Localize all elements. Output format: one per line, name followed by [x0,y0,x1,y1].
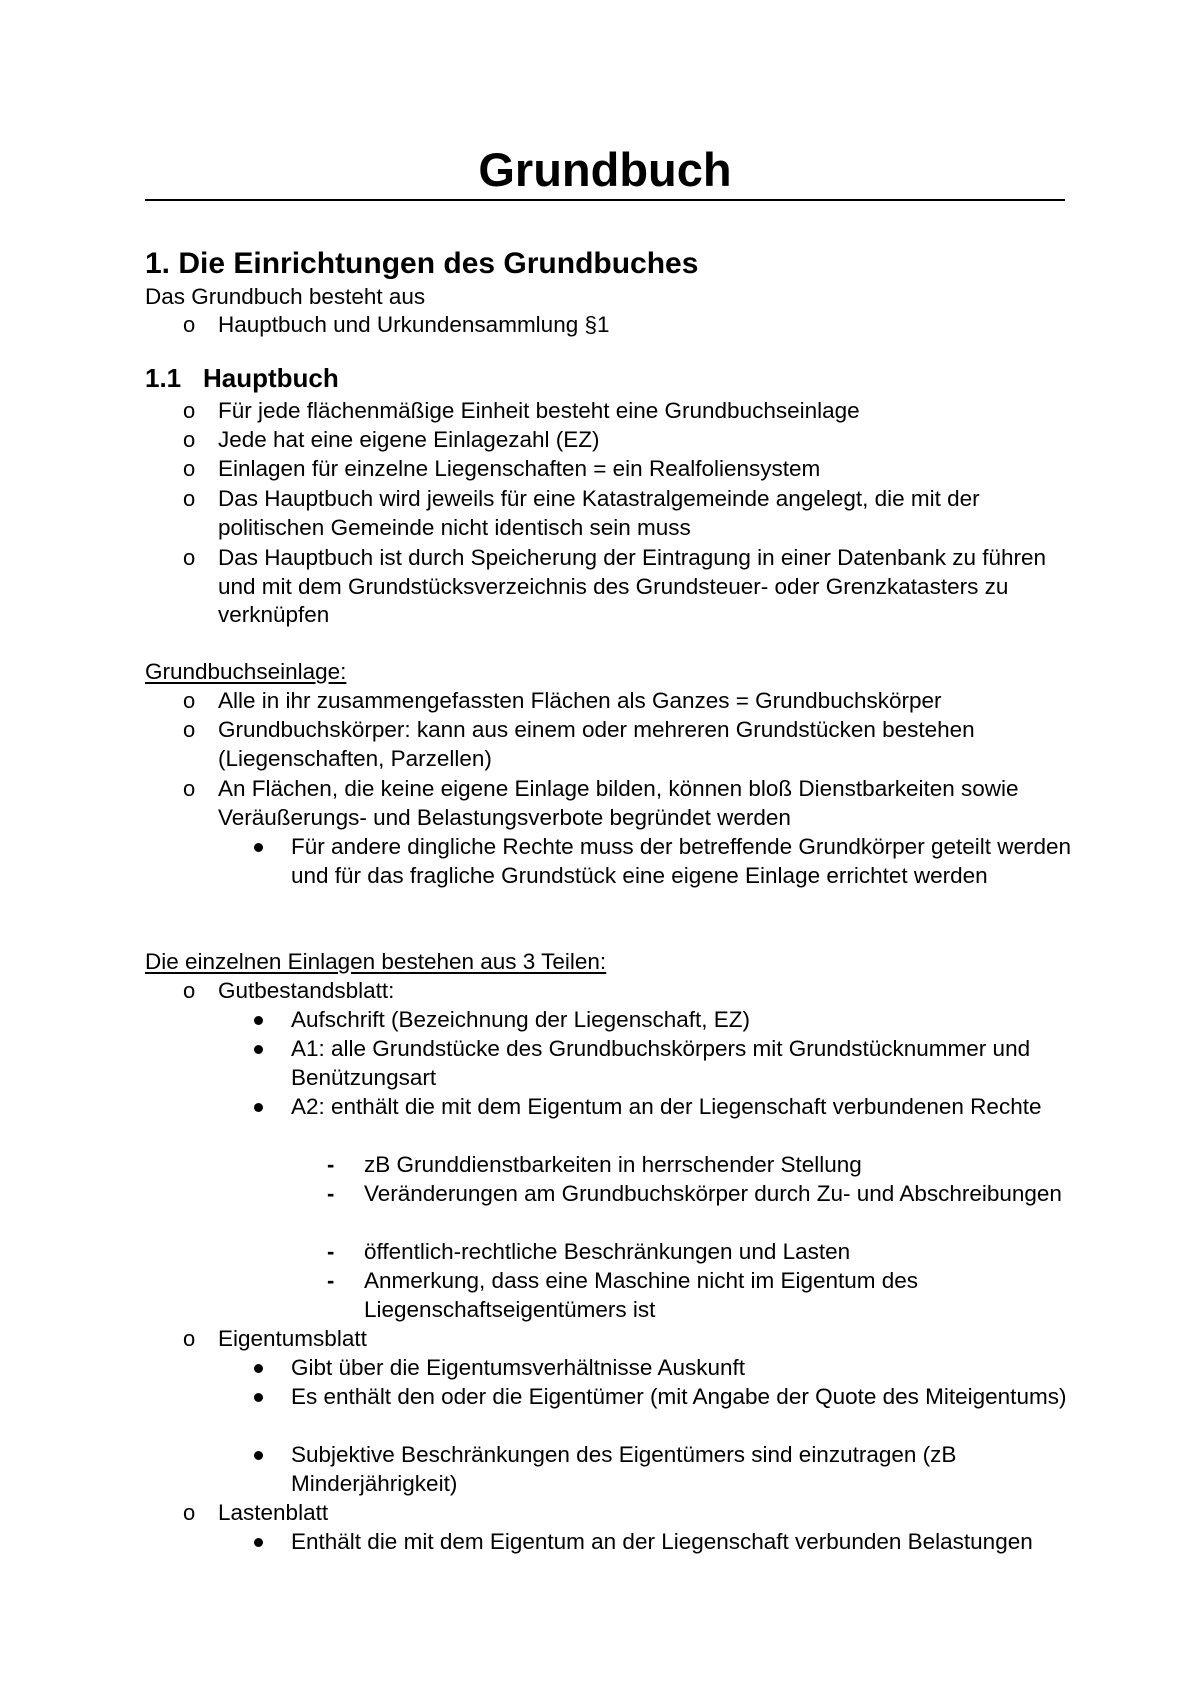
list-item: Es enthält den oder die Eigentümer (mit Angabe der Quote des Miteigentums) [291,1384,1067,1409]
bullet-dot [254,1103,263,1112]
list-item: Jede hat eine eigene Einlagezahl (EZ) [218,427,600,452]
bullet-dot [254,1451,263,1460]
eigentumsblatt-label: Eigentumsblatt [218,1326,367,1351]
bullet-dot [254,1538,263,1547]
section-1-intro: Das Grundbuch besteht aus [145,284,426,309]
list-marker: o [183,1500,196,1525]
list-marker: o [183,978,196,1003]
list-marker: o [183,717,196,742]
grundbuchseinlage-heading: Grundbuchseinlage: [145,659,347,684]
section-1-1-heading [145,362,339,394]
section-title: Hauptbuch [203,363,339,393]
list-item: Das Hauptbuch wird jeweils für eine Katastralgemeinde angelegt, die mit der politischen Gemeinde nicht identisch sein muss [218,486,980,540]
list-item: Aufschrift (Bezeichnung der Liegenschaft, EZ) [291,1007,750,1032]
document-title: Grundbuch [478,143,732,196]
list-item: Anmerkung, dass eine Maschine nicht im Eigentum des Liegenschaftseigentümers ist [364,1268,919,1322]
list-item: Subjektive Beschränkungen des Eigentümers sind einzutragen (zB Minderjährigkeit) [291,1442,957,1496]
list-item: zB Grunddienstbarkeiten in herrschender Stellung [364,1152,862,1177]
bullet-dot [254,1364,263,1373]
section-number: 1.1 [145,363,182,393]
list-item: A1: alle Grundstücke des Grundbuchskörpers mit Grundstücknummer und Benützungsart [291,1036,1031,1090]
list-marker: o [183,398,196,423]
list-item: Grundbuchskörper: kann aus einem oder mehreren Grundstücken bestehen (Liegenschaften, Parzellen) [218,717,975,771]
list-marker: o [183,545,196,570]
list-item: A2: enthält die mit dem Eigentum an der Liegenschaft verbundenen Rechte [291,1094,1042,1119]
lastenblatt-label: Lastenblatt [218,1500,329,1525]
list-item: Veränderungen am Grundbuchskörper durch Zu- und Abschreibungen [364,1181,1062,1206]
list-item: Einlagen für einzelne Liegenschaften = ein Realfoliensystem [218,456,821,481]
list-item: Gibt über die Eigentumsverhältnisse Auskunft [291,1355,745,1380]
list-marker: o [183,1326,196,1351]
list-item: An Flächen, die keine eigene Einlage bilden, können bloß Dienstbarkeiten sowie Veräußerungs- und Belastungsverbote begründet werden [218,776,1019,830]
einlagen-heading: Die einzelnen Einlagen bestehen aus 3 Teilen: [145,949,607,974]
dash-marker: - [327,1152,335,1177]
list-item: Enthält die mit dem Eigentum an der Liegenschaft verbunden Belastungen [291,1529,1033,1554]
list-item: Das Hauptbuch ist durch Speicherung der Eintragung in einer Datenbank zu führen und mit dem Grundstücksverzeichnis des Grundsteuer- oder Grenzkatasters zu verknüpfen [218,545,1047,627]
list-item: Für jede flächenmäßige Einheit besteht eine Grundbuchseinlage [218,398,860,423]
bullet-dot [254,843,263,852]
list-marker: o [183,776,196,801]
section-1-heading: 1. Die Einrichtungen des Grundbuches [145,247,699,280]
list-marker: o [183,486,196,511]
list-item: Alle in ihr zusammengefassten Flächen als Ganzes = Grundbuchskörper [218,688,942,713]
dash-marker: - [327,1181,335,1206]
bullet-dot [254,1016,263,1025]
title-underline [145,199,1065,201]
bullet-dot [254,1393,263,1402]
list-marker: o [183,688,196,713]
gutbestandsblatt-label: Gutbestandsblatt: [218,978,395,1003]
list-item: Hauptbuch und Urkundensammlung §1 [218,312,610,337]
list-marker: o [183,427,196,452]
list-item: Für andere dingliche Rechte muss der betreffende Grundkörper geteilt werden und für das fragliche Grundstück eine eigene Einlage errichtet werden [291,834,1072,888]
list-marker: o [183,312,196,337]
list-marker: o [183,456,196,481]
dash-marker: - [327,1268,335,1293]
bullet-dot [254,1045,263,1054]
dash-marker: - [327,1239,335,1264]
list-item: öffentlich-rechtliche Beschränkungen und Lasten [364,1239,851,1264]
